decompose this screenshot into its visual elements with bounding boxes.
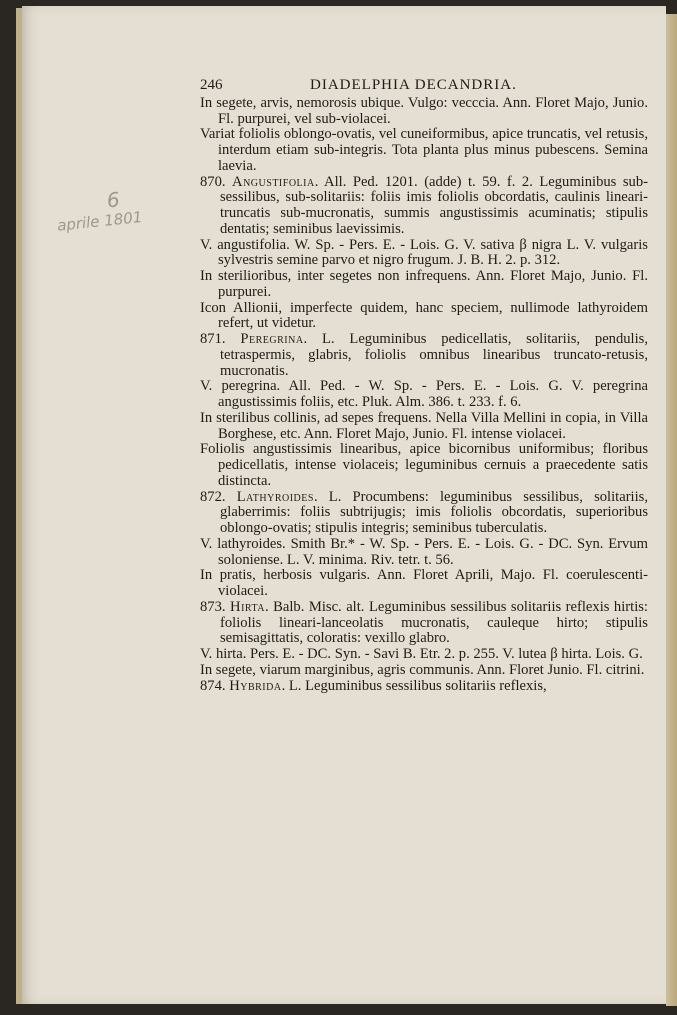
entry-number: 872. [200,488,226,505]
species-name: Lathyroides [236,488,314,505]
species-name: Hybrida [229,677,282,694]
entry-text: . L. Leguminibus pedicellatis, solitariis, pendulis, tetraspermis, glabris, foliolis omnibus linearibus truncato-retusis, mucronatis. [220,331,648,379]
handwritten-margin-note [54,184,172,275]
entry-871 [200,332,648,379]
margin-note-text: aprile 1801 [56,207,144,235]
entry-number: 873. [200,598,226,615]
entry-number: 874. [200,677,226,694]
page-title: DIADELPHIA DECANDRIA. [310,77,517,93]
species-name: Peregrina [240,331,304,347]
entry-number: 870. [200,173,226,190]
entry-872 [200,490,648,537]
species-name: Hirta [230,598,266,615]
entry-870 [200,175,648,238]
paragraph-variation: Variat foliolis oblongo-ovatis, vel cuneiformibus, apice truncatis, vel retusis, interdum etiam sub-integris. Tota planta plus minus pubescens. Semina laevia. [200,126,648,174]
paragraph-note-870: Icon Allionii, imperfecte quidem, hanc speciem, nullimode lathyroidem refert, ut videtur. [200,299,648,332]
entry-text: . Balb. Misc. alt. Leguminibus sessilibus solitariis reflexis hirtis: foliolis lineari-lanceolatis mucronatis, cauleque hirto; stipulis semisagittatis, coloratis: vexillo glabro. [220,598,648,647]
paragraph-synonyms-871: V. peregrina. All. Ped. - W. Sp. - Pers. E. - Lois. G. V. peregrina angustissimis foliis, etc. Pluk. Alm. 386. t. 233. f. 6. [200,378,648,410]
entry-text: . L. Leguminibus sessilibus solitariis reflexis, [281,677,547,694]
paragraph-habitat-870: In sterilioribus, inter segetes non infrequens. Ann. Floret Majo, Junio. Fl. purpurei. [200,268,648,300]
entry-873 [200,600,648,647]
paragraph-habitat-871: In sterilibus collinis, ad sepes frequens. Nella Villa Mellini in copia, in Villa Borghese, etc. Ann. Floret Majo, Junio. Fl. intense violacei. [200,409,648,442]
paragraph-habitat-872: In pratis, herbosis vulgaris. Ann. Floret Aprili, Majo. Fl. coerulescenti-violacei. [200,567,648,599]
paragraph-note-871: Foliolis angustissimis linearibus, apice bicornibus uniformibus; floribus pedicellatis, intense violaceis; leguminibus cernuis a praecedente satis distincta. [200,441,648,489]
paragraph-habitat-1: In segete, arvis, nemorosis ubique. Vulgo: vecccia. Ann. Floret Majo, Junio. Fl. purpurei, vel sub-violacei. [200,94,648,127]
species-name: Angustifolia [232,173,315,190]
entry-874 [200,679,648,695]
entry-text: . All. Ped. 1201. (adde) t. 59. f. 2. Leguminibus sub-sessilibus, sub-solitariis: foliis imis foliolis obcordatis, caulinis lineari-truncatis sub-mucronatis, summis angustissimis acuminatis; stipulis dentatis; seminibus laevissimis. [220,173,648,237]
page-right-edge [666,14,677,1006]
paragraph-synonyms-872: V. lathyroides. Smith Br.* - W. Sp. - Pers. E. - Lois. G. - DC. Syn. Ervum soloniense. L. V. minima. Riv. tetr. t. 56. [200,535,648,568]
page-number: 246 [200,77,223,93]
paragraph-synonyms-870: V. angustifolia. W. Sp. - Pers. E. - Lois. G. V. sativa β nigra L. V. vulgaris sylvestris semine parvo et nigro frugum. J. B. H. 2. p. 312. [200,236,648,269]
page-text [200,78,648,694]
entry-text: . L. Procumbens: leguminibus sessilibus, solitariis, glaberrimis: foliis subtrijugis; imis foliolis obcordatis, superioribus oblongo-ovatis; stipulis integris; seminibus tuberculatis. [220,488,648,536]
entry-number: 871. [200,331,226,347]
margin-note-number: 6 [105,187,121,213]
paragraph-habitat-873: In segete, viarum marginibus, agris communis. Ann. Floret Junio. Fl. citrini. [200,661,645,678]
running-header [200,78,648,94]
paragraph-synonyms-873: V. hirta. Pers. E. - DC. Syn. - Savi B. Etr. 2. p. 255. V. lutea β hirta. Lois. G. [200,646,643,662]
